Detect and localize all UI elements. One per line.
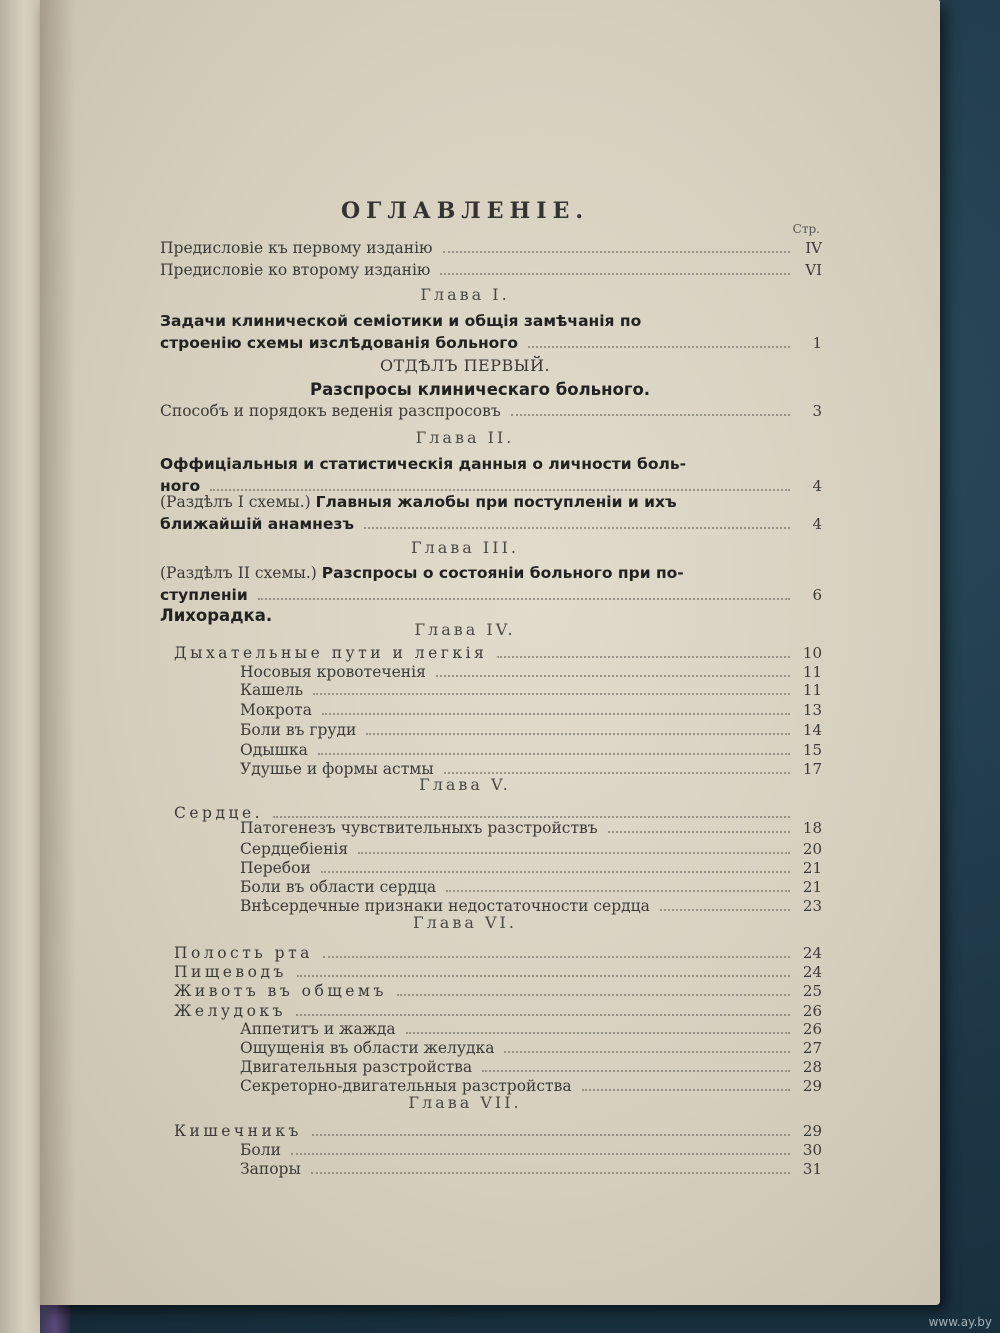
toc-entry [160,489,780,511]
leader-dots [258,596,790,600]
toc-page-number: VI [805,261,822,279]
toc-entry [240,893,822,915]
toc-entry-prefix: (Раздѣлъ II схемы.) [160,564,322,582]
toc-page-number: 24 [802,944,822,962]
toc-entry-text: Кишечникъ [174,1122,302,1140]
leader-dots [444,770,790,774]
leader-dots [323,954,790,958]
toc-entry [240,717,822,739]
toc-entry-text [160,455,686,473]
toc-page-number: 10 [802,644,822,662]
toc-entry [160,398,822,420]
toc-page-number: 24 [802,963,822,981]
toc-page-number: 29 [802,1122,822,1140]
toc-page-number: 4 [812,515,822,533]
toc-entry-text: Сердце. [174,804,264,822]
leader-dots [528,344,790,348]
toc-entry-text: Удушье и формы астмы [240,760,434,778]
chapter-heading: Глава V. [419,775,511,794]
toc-entry-text-line: строенію схемы изслѣдованія больного [160,334,519,352]
leader-dots [366,731,790,735]
page-column-label: Стр. [792,222,820,236]
leader-dots [660,907,790,911]
toc-entry-text: Перебои [240,859,311,877]
leader-dots [497,654,790,658]
leader-dots [291,1151,790,1155]
toc-entry [240,815,822,837]
toc-page-number: 27 [802,1039,822,1057]
toc-entry-text: Внѣсердечные признаки недостаточности сердца [240,897,650,915]
leader-dots [321,869,790,873]
leader-dots [608,829,790,833]
chapter-heading: Глава I. [420,285,510,304]
toc-entry-text: Пищеводъ [174,963,287,981]
toc-page-number: 11 [802,663,822,681]
toc-entry [160,235,822,257]
chapter-heading: Глава III. [411,538,519,557]
toc-entry-text: Мокрота [240,701,312,719]
toc-entry [240,1073,822,1095]
chapter-heading: Глава VI. [413,913,517,932]
toc-entry [240,1156,822,1178]
toc-page-number: 11 [802,681,822,699]
toc-page-number: 31 [802,1160,822,1178]
leader-dots [406,1030,790,1034]
toc-entry-text-line: ступленіи [160,586,248,604]
chapter-heading: Глава IV. [414,620,516,639]
toc-entry-text-line: Разспросы о состояніи больного при по- [321,564,684,582]
toc-page-number: 17 [802,760,822,778]
leader-dots [297,973,790,977]
toc-entry-text: Боли въ области сердца [240,878,437,896]
toc-entry-text: Двигательныя разстройства [240,1058,473,1076]
toc-entry [160,257,822,279]
toc-entry-text: Одышка [240,741,308,759]
toc-entry-text: Желудокъ [174,1002,286,1020]
toc-page-number: 6 [812,586,822,604]
toc-entry-text: Сердцебіенія [240,840,349,858]
toc-entry-text: Способъ и порядокъ веденія разспросовъ [160,402,501,420]
toc-entry-text: Аппетитъ и жажда [240,1020,396,1038]
toc-entry [160,582,822,604]
toc-page-number: 20 [802,840,822,858]
toc-page-number: 14 [802,721,822,739]
leader-dots [312,1132,790,1136]
toc-entry-text: Боли [240,1141,281,1159]
leader-dots [397,992,790,996]
toc-entry-prefix: (Раздѣлъ I схемы.) [160,493,316,511]
toc-page-number: 26 [802,1020,822,1038]
toc-page-number: 25 [802,982,822,1000]
toc-page-number: 29 [802,1077,822,1095]
toc-entry-text-line: Главныя жалобы при поступленіи и ихъ [315,493,677,511]
toc-entry-text: Дыхательные пути и легкія [174,644,488,662]
bold-section-title: Разспросы клиническаго больного. [310,380,651,399]
leader-dots [358,850,790,854]
leader-dots [440,271,790,275]
toc-entry-text: Полость рта [174,944,313,962]
toc-entry-text: Предисловіе ко второму изданію [160,261,431,279]
toc-page-number: 3 [812,402,822,420]
table-of-contents [160,0,820,1305]
toc-entry-text: Животъ въ общемъ [174,982,387,1000]
toc-page-number: 1 [812,334,822,352]
toc-entry-text: Запоры [240,1160,301,1178]
toc-entry-text: Патогенезъ чувствительныхъ разстройствъ [240,819,598,837]
page-gutter-shadow [40,0,76,1305]
toc-entry-text: Предисловіе къ первому изданію [160,239,433,257]
leader-dots [511,412,790,416]
toc-page-number: 13 [802,701,822,719]
toc-entry-text: Ощущенія въ области желудка [240,1039,495,1057]
toc-entry-text [160,493,677,511]
toc-entry [160,451,780,473]
toc-entry-text [160,334,518,352]
toc-entry [240,677,822,699]
toc-entry [160,511,822,533]
toc-page-number: 30 [802,1141,822,1159]
toc-entry-text: Секреторно-двигательныя разстройства [240,1077,572,1095]
toc-entry-text [160,564,684,582]
toc-entry-text [160,515,354,533]
toc-page-number: 15 [802,741,822,759]
toc-page-number: 21 [802,878,822,896]
leader-dots [443,249,790,253]
section-heading: ОТДѢЛЪ ПЕРВЫЙ. [379,356,551,375]
toc-page-number: 23 [802,897,822,915]
toc-page-number: IV [805,239,822,257]
chapter-heading: Глава VII. [408,1093,522,1112]
toc-entry-text [160,586,248,604]
toc-entry-text-line: ного [160,477,201,495]
toc-entry [174,978,822,1000]
toc-page-number: 4 [812,477,822,495]
leader-dots [318,751,790,755]
leader-dots [582,1087,790,1091]
toc-entry [160,560,780,582]
toc-entry [240,697,822,719]
toc-page-number: 28 [802,1058,822,1076]
toc-page-number: 26 [802,1002,822,1020]
toc-entry [160,330,822,352]
leader-dots [322,711,790,715]
toc-entry [160,308,780,330]
toc-entry-text-line: Задачи клинической семіотики и общія замѣчанія по [160,312,642,330]
leader-dots [364,525,790,529]
toc-page-number: 21 [802,859,822,877]
leader-dots [313,691,790,695]
toc-entry-text: Кашель [240,681,304,699]
leader-dots [504,1049,790,1053]
chapter-heading: Глава II. [415,428,515,447]
page-title: ОГЛАВЛЕНІЕ. [340,198,590,224]
toc-entry-text [160,312,641,330]
leader-dots [446,888,790,892]
toc-page-number: 18 [802,819,822,837]
leader-dots [482,1068,790,1072]
toc-entry-text: Боли въ груди [240,721,357,739]
watermark: www.ay.by [928,1315,992,1329]
toc-entry-text-line: Оффиціальныя и статистическія данныя о личности боль- [160,455,687,473]
toc-entry-text: Носовыя кровотеченія [240,663,426,681]
bold-section-title: Лихорадка. [160,606,273,625]
leader-dots [311,1170,790,1174]
toc-entry-text-line: ближайшій анамнезъ [160,515,354,533]
